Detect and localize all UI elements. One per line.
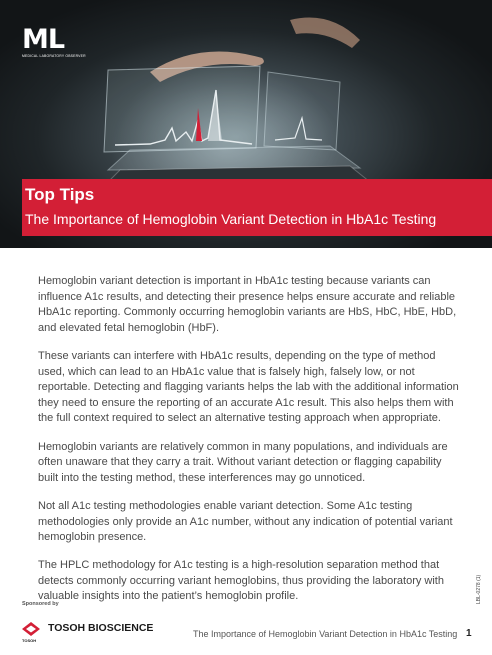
paragraph: Not all A1c testing methodologies enable variant detection. Some A1c testing methodologies only provide an A1c number, without any indication of potential variant hemoglobin presence. <box>38 499 453 544</box>
sponsor-name: TOSOH BIOSCIENCE <box>48 622 154 634</box>
sponsor-small-text: TOSOH <box>22 638 37 643</box>
sponsored-by-label: Sponsored by <box>22 601 59 607</box>
page-number: 1 <box>466 628 472 639</box>
article-body <box>38 274 463 618</box>
title-banner <box>22 179 492 236</box>
running-footer-title: The Importance of Hemoglobin Variant Detection in HbA1c Testing <box>193 629 458 639</box>
tosoh-logo <box>20 620 160 644</box>
paragraph: These variants can interfere with HbA1c results, depending on the type of method used, which can lead to an HbA1c value that is falsely high, falsely low, or not reportable. Detecting and flagging variants helps the lab with the additional information they need to ensure the reporting of an accurate A1c result. This also helps them with the full context required to select an alternative testing approach when appropriate. <box>38 349 459 425</box>
document-code: LBL-0278 (1) <box>476 574 482 604</box>
paragraph: The HPLC methodology for A1c testing is a high-resolution separation method that detects commonly occurring variant hemoglobins, thus providing the laboratory with valuable insights into the patient’s hemoglobin profile. <box>38 559 444 603</box>
mlo-logo <box>22 26 88 58</box>
tosoh-mark-icon <box>20 621 42 637</box>
logo-tagline: MEDICAL LABORATORY OBSERVER <box>22 54 86 58</box>
banner-subtitle: The Importance of Hemoglobin Variant Detection in HbA1c Testing <box>25 211 437 227</box>
logo-wordmark: ML <box>22 24 65 55</box>
banner-title: Top Tips <box>25 185 95 204</box>
paragraph: Hemoglobin variants are relatively common in many populations, and individuals are often unaware that they carry a trait. Without variant detection or flagging capability built into the testing method, these interferences may go unnoticed. <box>38 440 448 484</box>
paragraph: Hemoglobin variant detection is important in HbA1c testing because variants can influence A1c results, and detecting their presence helps ensure accurate and reliable HbA1c reporting. Commonly occurring hemoglobin variants are HbS, HbC, HbE, HbD, and elevated fetal hemoglobin (HbF). <box>38 275 457 334</box>
